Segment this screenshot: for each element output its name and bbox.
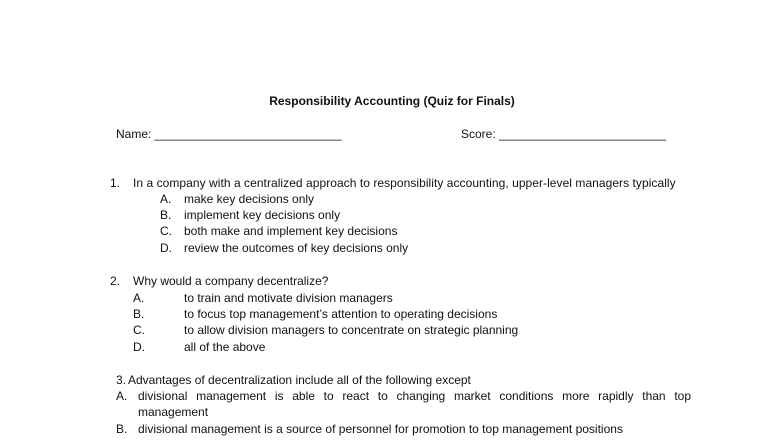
- option-text: all of the above: [184, 340, 266, 354]
- option-letter: C.: [160, 224, 172, 238]
- option-text: divisional management is a source of personnel for promotion to top management positions: [138, 422, 623, 436]
- question-text: In a company with a centralized approach to responsibility accounting, upper-level managers typically: [133, 176, 676, 190]
- option-text: implement key decisions only: [184, 208, 341, 222]
- option-text: to focus top management’s attention to operating decisions: [184, 307, 498, 321]
- option-text: make key decisions only: [184, 192, 315, 206]
- option-text: divisional management is able to react to changing market conditions more rapidly than top management: [138, 389, 691, 419]
- option-text: to allow division managers to concentrate on strategic planning: [184, 323, 519, 337]
- question-number: 3.: [116, 373, 127, 387]
- option-text: both make and implement key decisions: [184, 224, 398, 238]
- option-letter: B.: [160, 208, 172, 222]
- score-field: Score: _________________________: [461, 127, 666, 141]
- option-text: to train and motivate division managers: [184, 291, 393, 305]
- quiz-title: Responsibility Accounting (Quiz for Finals): [269, 94, 515, 108]
- name-field: Name: ____________________________: [116, 127, 342, 141]
- option-letter: A.: [160, 192, 172, 206]
- option-letter: D.: [160, 241, 172, 255]
- option-letter: D.: [133, 340, 145, 354]
- option-letter: C.: [133, 323, 145, 337]
- option-letter: A.: [116, 389, 128, 403]
- option-letter: B.: [116, 422, 128, 436]
- question-number: 2.: [110, 274, 121, 288]
- question-text: Advantages of decentralization include all of the following except: [128, 373, 471, 387]
- question-text: Why would a company decentralize?: [133, 274, 329, 288]
- option-letter: B.: [133, 307, 145, 321]
- option-text: review the outcomes of key decisions only: [184, 241, 409, 255]
- question-number: 1.: [110, 176, 121, 190]
- option-letter: A.: [133, 291, 145, 305]
